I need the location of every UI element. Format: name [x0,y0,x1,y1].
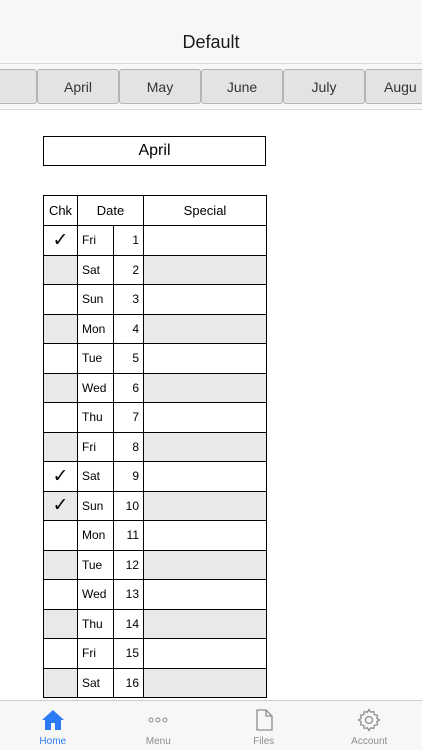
table-row [44,255,267,285]
special-column-header: Special [144,196,267,226]
month-tab-april[interactable]: April [37,69,119,104]
table-row [44,344,267,374]
special-cell[interactable] [144,403,267,433]
tab-menu-label: Menu [145,736,171,747]
checkbox-unchecked[interactable] [44,255,78,285]
weekday-cell: Sun [78,491,114,521]
special-cell[interactable] [144,462,267,492]
special-cell[interactable] [144,344,267,374]
special-cell[interactable] [144,639,267,669]
tab-home-label: Home [39,736,67,747]
checkbox-unchecked[interactable] [44,373,78,403]
weekday-cell: Wed [78,373,114,403]
date-number-cell: 2 [114,255,144,285]
date-column-header: Date [78,196,144,226]
special-cell[interactable] [144,314,267,344]
checkbox-checked[interactable]: ✓ [44,462,78,492]
tab-account-label: Account [351,736,388,747]
special-cell[interactable] [144,668,267,698]
table-row [44,432,267,462]
table-row [44,403,267,433]
date-number-cell: 10 [114,491,144,521]
month-tab-july[interactable]: July [283,69,365,104]
special-cell[interactable] [144,432,267,462]
checkbox-unchecked[interactable] [44,314,78,344]
table-row [44,373,267,403]
table-row [44,521,267,551]
checkbox-unchecked[interactable] [44,285,78,315]
date-number-cell: 8 [114,432,144,462]
table-row [44,462,267,492]
month-tab-may[interactable]: May [119,69,201,104]
date-number-cell: 11 [114,521,144,551]
special-cell[interactable] [144,226,267,256]
checkbox-unchecked[interactable] [44,639,78,669]
tab-bar [0,700,422,750]
checkbox-unchecked[interactable] [44,668,78,698]
weekday-cell: Sat [78,462,114,492]
date-number-cell: 3 [114,285,144,315]
table-row [44,580,267,610]
more-icon [145,707,171,733]
tab-home[interactable] [0,701,106,750]
page-title: Default [182,32,240,52]
date-number-cell: 1 [114,226,144,256]
weekday-cell: Sat [78,668,114,698]
table-row [44,491,267,521]
checkbox-checked[interactable]: ✓ [44,491,78,521]
table-row [44,668,267,698]
weekday-cell: Mon [78,314,114,344]
weekday-cell: Sat [78,255,114,285]
checkbox-unchecked[interactable] [44,609,78,639]
table-row [44,609,267,639]
date-number-cell: 14 [114,609,144,639]
month-tab-august[interactable]: Augu [365,69,422,104]
weekday-cell: Fri [78,432,114,462]
checkbox-unchecked[interactable] [44,432,78,462]
weekday-cell: Tue [78,344,114,374]
special-cell[interactable] [144,550,267,580]
special-cell[interactable] [144,580,267,610]
checkbox-unchecked[interactable] [44,403,78,433]
date-number-cell: 16 [114,668,144,698]
date-number-cell: 12 [114,550,144,580]
weekday-cell: Tue [78,550,114,580]
month-tab-june[interactable]: June [201,69,283,104]
date-number-cell: 6 [114,373,144,403]
checkbox-checked[interactable]: ✓ [44,226,78,256]
date-number-cell: 15 [114,639,144,669]
weekday-cell: Fri [78,639,114,669]
special-cell[interactable] [144,255,267,285]
navigation-bar [0,0,422,64]
table-header-row [44,196,267,226]
date-number-cell: 9 [114,462,144,492]
special-cell[interactable] [144,521,267,551]
month-tab-strip[interactable] [0,64,422,110]
tab-account[interactable] [317,701,422,750]
chk-column-header: Chk [44,196,78,226]
home-icon [40,707,66,733]
table-row [44,550,267,580]
gear-icon [356,707,382,733]
table-row [44,285,267,315]
tab-menu[interactable] [106,701,212,750]
checkbox-unchecked[interactable] [44,580,78,610]
weekday-cell: Sun [78,285,114,315]
calendar-table [43,195,267,698]
tab-files[interactable] [211,701,317,750]
special-cell[interactable] [144,609,267,639]
special-cell[interactable] [144,491,267,521]
weekday-cell: Thu [78,403,114,433]
checkbox-unchecked[interactable] [44,550,78,580]
date-number-cell: 7 [114,403,144,433]
date-number-cell: 5 [114,344,144,374]
table-row [44,226,267,256]
weekday-cell: Fri [78,226,114,256]
date-number-cell: 13 [114,580,144,610]
checkbox-unchecked[interactable] [44,344,78,374]
tab-files-label: Files [253,736,275,747]
table-row [44,314,267,344]
date-number-cell: 4 [114,314,144,344]
weekday-cell: Thu [78,609,114,639]
weekday-cell: Wed [78,580,114,610]
table-row [44,639,267,669]
weekday-cell: Mon [78,521,114,551]
special-cell[interactable] [144,373,267,403]
month-tab-march[interactable] [0,69,37,104]
checkbox-unchecked[interactable] [44,521,78,551]
file-icon [251,707,277,733]
special-cell[interactable] [144,285,267,315]
current-month-label: April [43,136,266,166]
